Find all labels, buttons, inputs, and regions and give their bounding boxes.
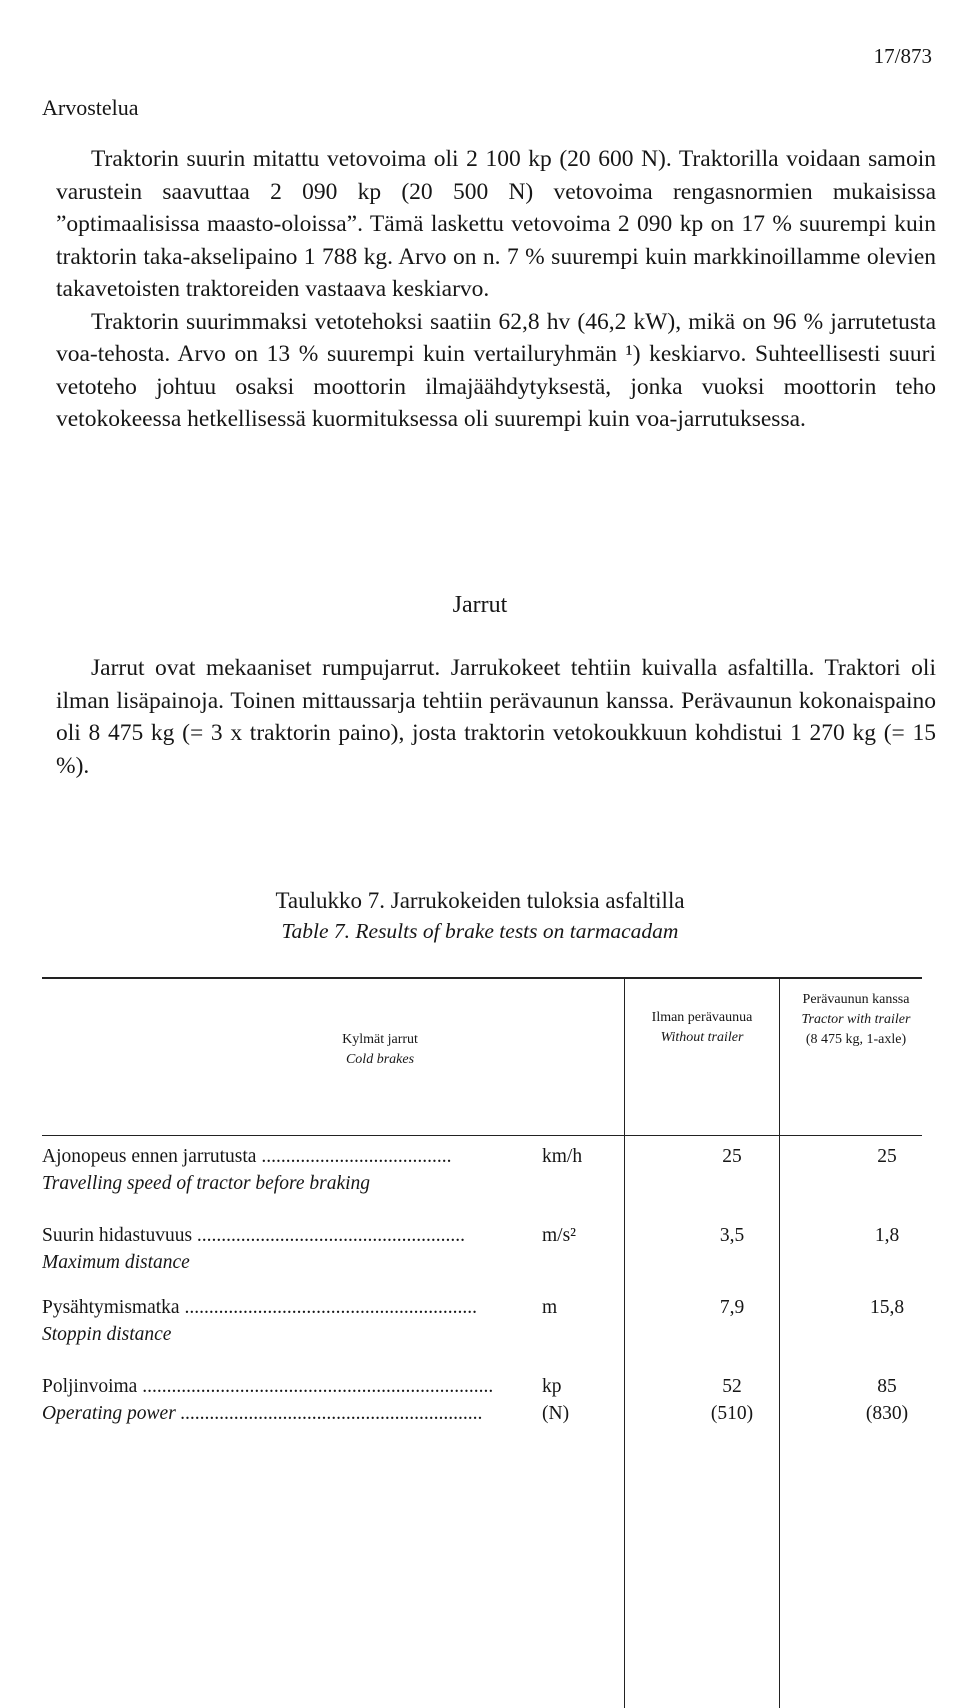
section-heading: Arvostelua — [42, 95, 139, 120]
table-header-rule — [42, 1135, 922, 1136]
column-header-label-english: Tractor with trailer — [801, 1012, 911, 1027]
column-header-label: Kylmät jarrut — [342, 1032, 418, 1047]
value-with-trailer: 25 — [877, 1146, 897, 1167]
row-label-english: Maximum distance — [42, 1252, 190, 1273]
column-header-without-trailer — [626, 1008, 778, 1048]
value-with-trailer-secondary: (830) — [865, 1403, 909, 1424]
value-with-trailer: 15,8 — [869, 1297, 905, 1318]
row-label-english: Travelling speed of tractor before braking — [42, 1173, 371, 1194]
row-label-english: Stoppin distance — [42, 1324, 172, 1345]
brakes-heading: Jarrut — [452, 592, 508, 618]
table-caption-english: Table 7. Results of brake tests on tarmacadam — [281, 919, 679, 943]
column-header-label-english: Without trailer — [660, 1030, 744, 1045]
brakes-text — [56, 652, 936, 782]
paragraph-brakes: Jarrut ovat mekaaniset rumpujarrut. Jarrukokeet tehtiin kuivalla asfaltilla. Traktori oli ilman lisäpainoja. Toinen mittaussarja tehtiin perävaunun kanssa. Perävaunun kokonaispaino oli 8 475 kg (= 3 x traktorin paino), josta traktorin vetokoukkuun kohdistui 1 270 kg (= 15 %). — [56, 655, 936, 779]
value-with-trailer: 85 — [877, 1376, 897, 1397]
row-label-finnish: Pysähtymismatka ............................................................ — [42, 1297, 477, 1318]
evaluation-text — [56, 143, 936, 436]
value-without-trailer: 3,5 — [719, 1225, 745, 1246]
column-header-label: Ilman perävaunua — [651, 1010, 753, 1025]
value-without-trailer: 7,9 — [719, 1297, 745, 1318]
value-with-trailer: 1,8 — [874, 1225, 900, 1246]
row-unit: kp — [542, 1376, 562, 1397]
page-number: 17/873 — [873, 44, 932, 68]
row-unit: m — [542, 1297, 558, 1318]
table-caption-finnish: Taulukko 7. Jarrukokeiden tuloksia asfaltilla — [275, 888, 685, 913]
column-header-label: Perävaunun kanssa — [802, 992, 910, 1007]
table-caption — [0, 885, 960, 947]
value-without-trailer: 52 — [722, 1376, 742, 1397]
value-without-trailer: 25 — [722, 1146, 742, 1167]
column-header-cold-brakes — [200, 1030, 560, 1070]
column-header-with-trailer — [781, 990, 931, 1050]
row-label-finnish: Poljinvoima ........................................................................ — [42, 1376, 494, 1397]
row-unit-secondary: (N) — [542, 1403, 570, 1424]
paragraph-draught: Traktorin suurin mitattu vetovoima oli 2 100 kp (20 600 N). Traktorilla voidaan samoin varustein saavuttaa 2 090 kp (20 500 N) vetovoima rengasnormien mukaisissa ”optimaalisissa maasto-oloissa”. Tämä laskettu vetovoima 2 090 kp on 17 % suurempi kuin traktorin taka-akselipaino 1 788 kg. Arvo on n. 7 % suurempi kuin markkinoillamme olevien takavetoisten traktoreiden vastaava keskiarvo. — [56, 146, 936, 302]
row-label-finnish: Ajonopeus ennen jarrutusta ....................................... — [42, 1146, 452, 1167]
row-label-finnish: Suurin hidastuvuus ....................................................... — [42, 1225, 466, 1246]
value-without-trailer-secondary: (510) — [710, 1403, 754, 1424]
row-label-english: Operating power .............................................................. — [42, 1403, 483, 1424]
row-unit: m/s² — [542, 1225, 577, 1246]
row-unit: km/h — [542, 1146, 583, 1167]
paragraph-power: Traktorin suurimmaksi vetotehoksi saatiin 62,8 hv (46,2 kW), mikä on 96 % jarrutetusta voa-tehosta. Arvo on 13 % suurempi kuin vertailuryhmän ¹) keskiarvo. Suhteellisesti suuri vetoteho johtuu osaksi moottorin ilmajäähdytyksestä, jonka vuoksi moottorin teho vetokokeessa hetkellisessä kuormituksessa oli suurempi kuin voa-jarrutuksessa. — [56, 308, 936, 432]
table-column-divider — [624, 978, 625, 1708]
column-header-label-english: Cold brakes — [345, 1052, 415, 1067]
table-column-divider — [779, 978, 780, 1708]
column-header-note: (8 475 kg, 1-axle) — [805, 1032, 907, 1047]
table-top-rule — [42, 977, 922, 979]
